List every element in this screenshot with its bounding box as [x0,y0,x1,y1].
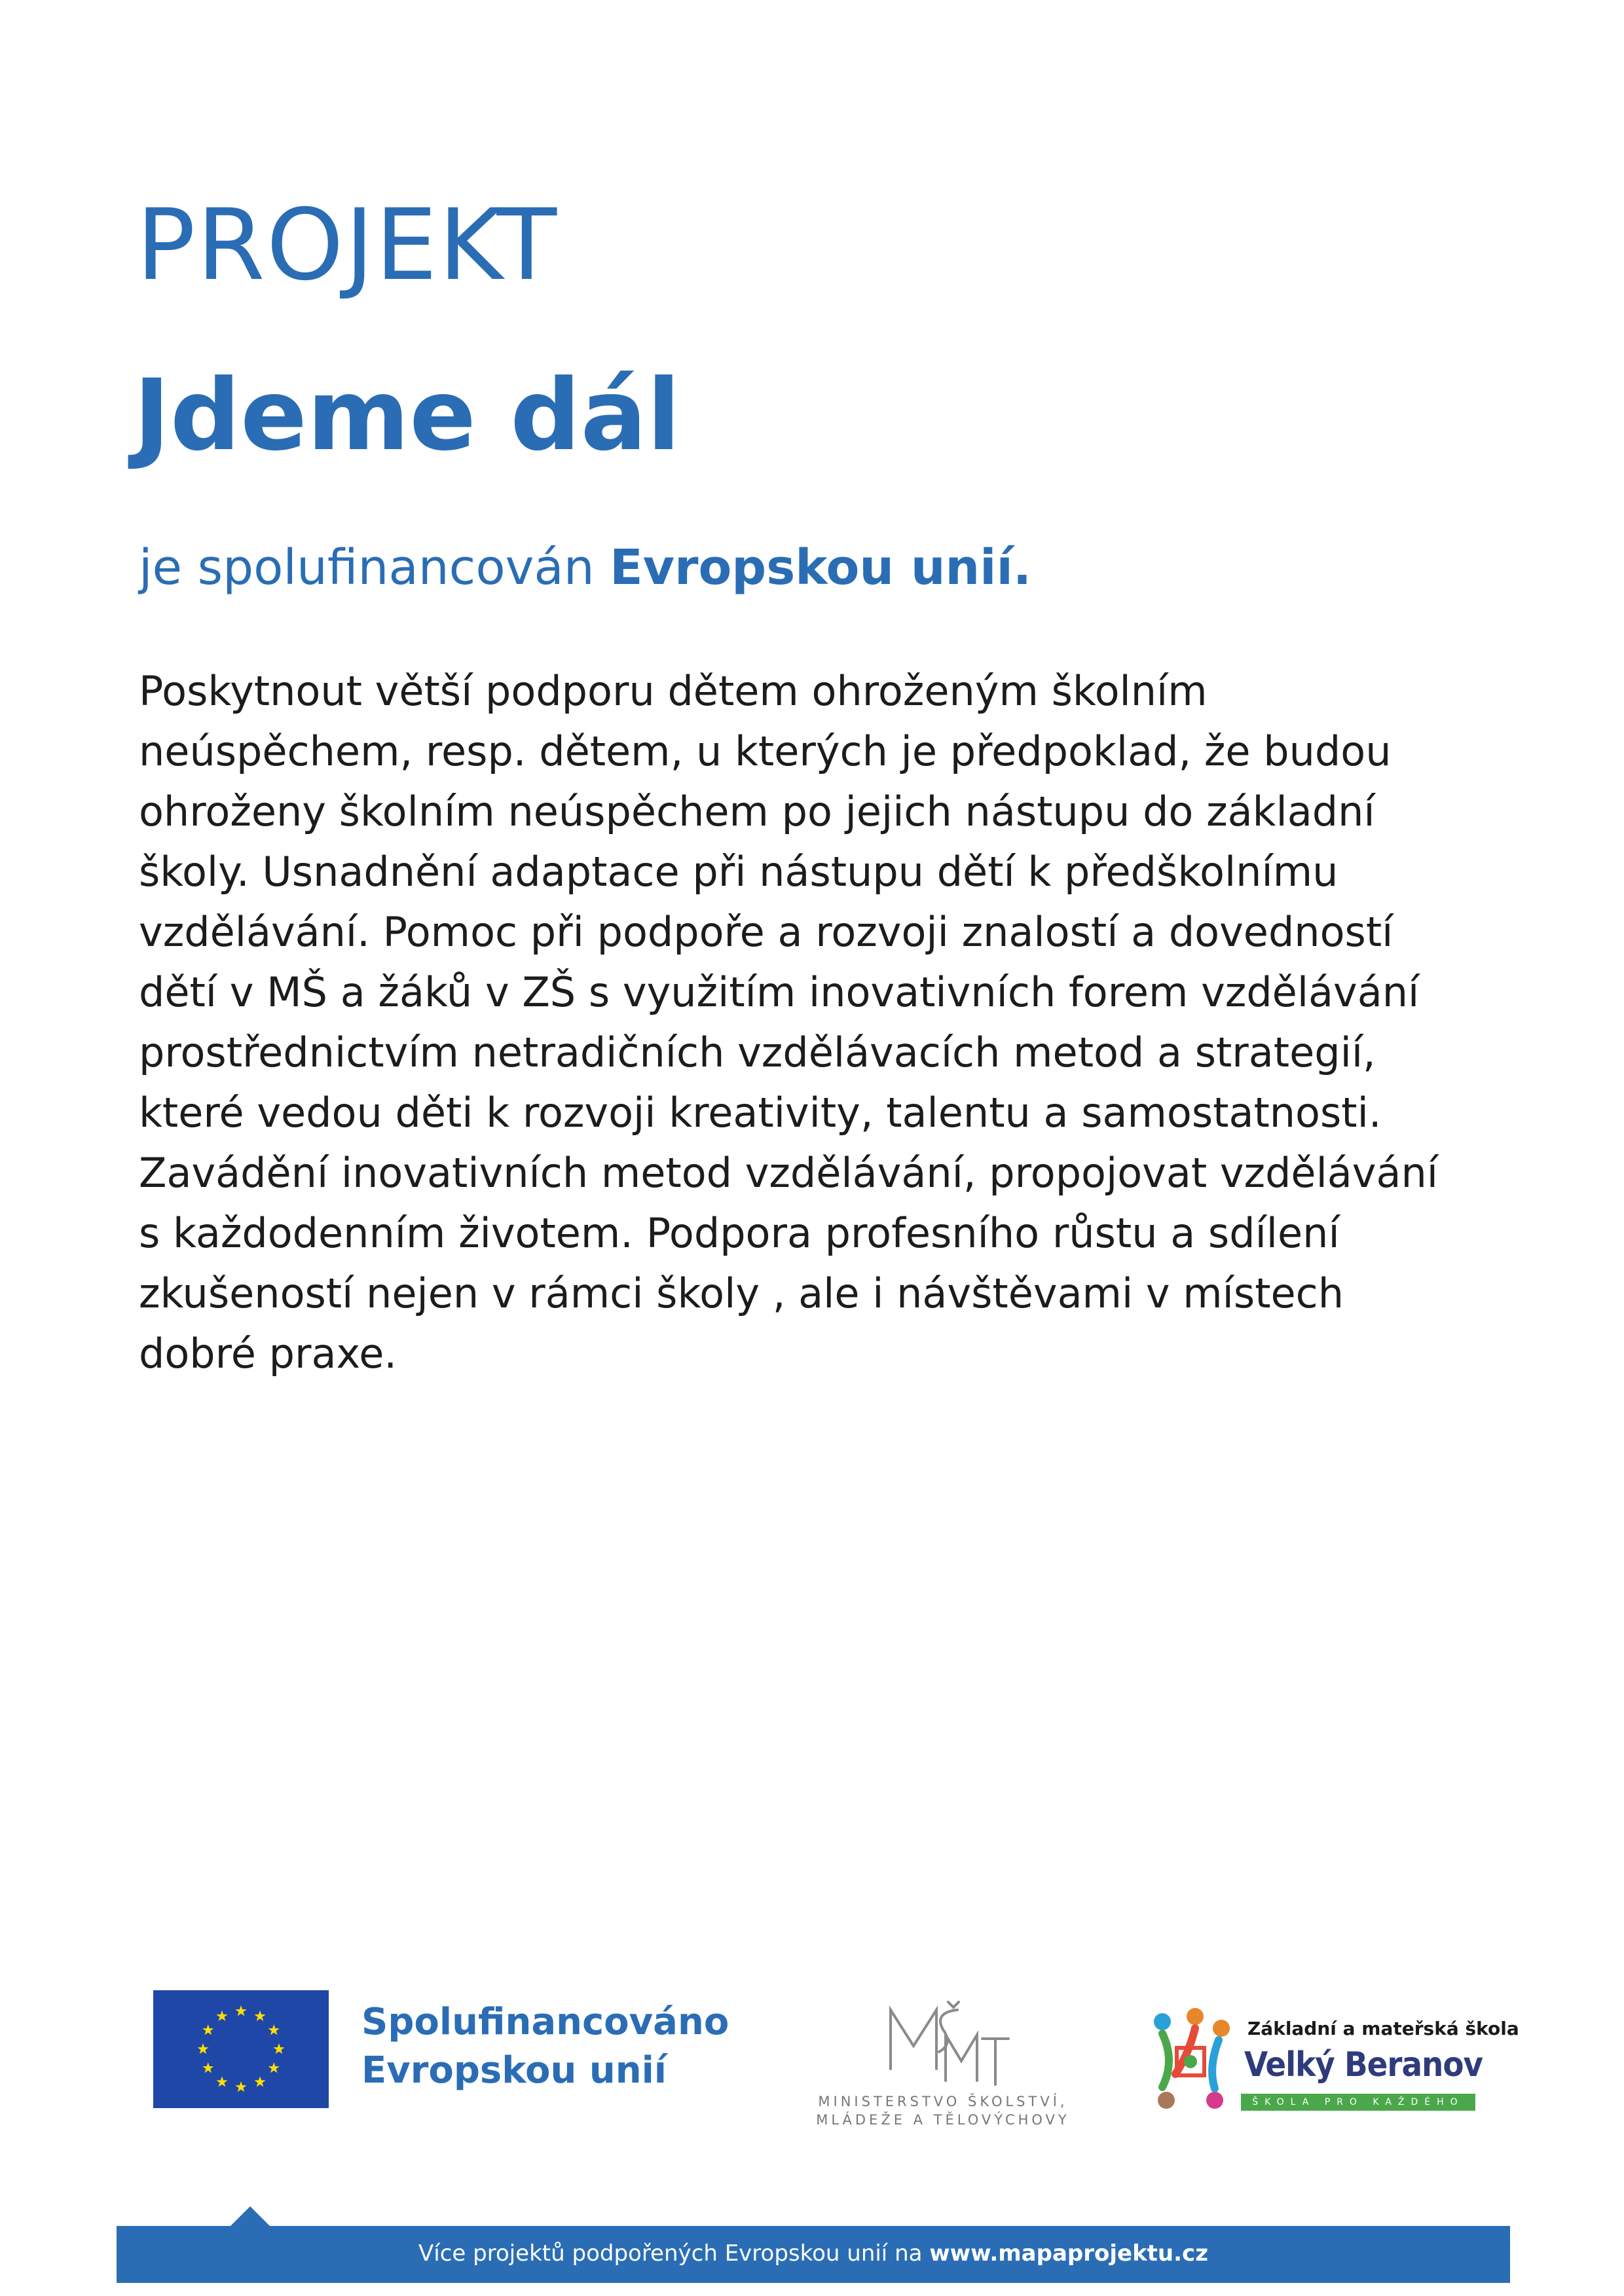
description-line: prostřednictvím netradičních vzdělávacích metod a strategií, [139,1029,1376,1076]
project-description [139,661,1501,1384]
school-tagline: ŠKOLA PRO KAŽDÉHO [1241,2094,1475,2111]
description-line: Poskytnout větší podporu dětem ohroženým školním [139,667,1208,715]
footer-link[interactable]: www.mapaprojektu.cz [929,2240,1208,2267]
footer-text [117,2206,1510,2283]
funding-subtitle [139,539,1032,596]
eu-text-line1: Spolufinancováno [361,2001,729,2043]
funding-text: je spolufinancován [139,539,595,596]
msmt-caption [786,2092,1100,2129]
msmt-caption-line1: MINISTERSTVO ŠKOLSTVÍ, [818,2094,1068,2109]
footer-label: Více projektů podpořených Evropskou unií na [418,2240,923,2267]
description-line: ohroženy školním neúspěchem po jejich nástupu do základní [139,788,1375,835]
funding-text-bold: Evropskou unií. [610,539,1032,596]
description-line: vzdělávání. Pomoc při podpoře a rozvoji znalostí a dovedností [139,908,1393,956]
description-line: dobré praxe. [139,1330,397,1377]
description-line: dětí v MŠ a žáků v ZŠ s využitím inovativních forem vzdělávání [139,968,1420,1016]
msmt-caption-line2: MLÁDEŽE A TĚLOVÝCHOVY [816,2112,1070,2128]
description-line: neúspěchem, resp. dětem, u kterých je předpoklad, že budou [139,727,1392,775]
description-line: které vedou děti k rozvoji kreativity, talentu a samostatnosti. [139,1089,1382,1137]
school-name: Velký Beranov [1244,2045,1483,2085]
description-line: s každodenním životem. Podpora profesního růstu a sdílení [139,1209,1340,1257]
description-line: školy. Usnadnění adaptace při nástupu dětí k předškolnímu [139,848,1338,896]
eu-cofinanced-text [361,1998,729,2095]
project-title: Jdeme dál [134,359,681,473]
school-type-text: Základní a mateřská škola [1247,2018,1519,2039]
eu-text-line2: Evropskou unií [361,2049,667,2092]
eu-flag-icon [153,1990,329,2108]
project-label: PROJEKT [136,189,559,302]
description-line: Zavádění inovativních metod vzdělávání, propojovat vzdělávání [139,1149,1438,1197]
description-line: zkušeností nejen v rámci školy , ale i návštěvami v místech [139,1269,1344,1317]
